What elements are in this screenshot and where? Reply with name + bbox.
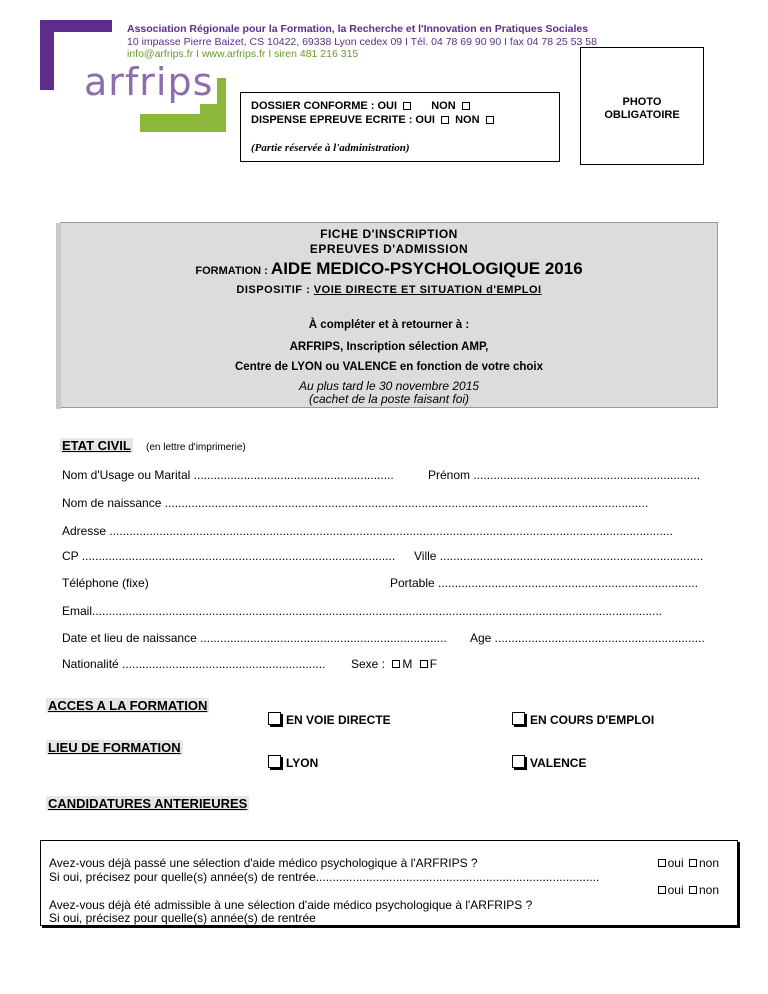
assoc-name: Association Régionale pour la Formation, la Recherche et l'Innovation en Pratiques Sociales: [127, 23, 589, 35]
dossier-non-checkbox[interactable]: [462, 102, 470, 110]
question-2: Avez-vous déjà été admissible à une sélection d'aide médico psychologique à l'ARFRIPS ?: [49, 898, 533, 912]
lyon-label: LYON: [286, 756, 319, 770]
registration-banner: [60, 222, 718, 408]
instruction-3: Centre de LYON ou VALENCE en fonction de votre choix: [235, 361, 543, 373]
dispense-non-checkbox[interactable]: [486, 116, 494, 124]
date-lieu-naissance-field[interactable]: Date et lieu de naissance ..........................................................................: [62, 631, 447, 645]
photo-obligatoire-label: OBLIGATOIRE: [604, 109, 680, 121]
epreuves-title: EPREUVES D'ADMISSION: [309, 242, 469, 256]
photo-label: PHOTO: [622, 96, 662, 108]
deadline: Au plus tard le 30 novembre 2015: [298, 379, 480, 393]
sexe-label: Sexe :: [351, 657, 386, 671]
voie-directe-checkbox[interactable]: [268, 712, 281, 725]
admin-note: (Partie réservée à l'administration): [251, 142, 410, 154]
nom-usage-field[interactable]: Nom d'Usage ou Marital ............................................................: [62, 468, 394, 482]
logo-text: arfrips: [80, 60, 217, 104]
voie-directe-label: EN VOIE DIRECTE: [286, 713, 391, 727]
instruction-1: À compléter et à retourner à :: [308, 319, 470, 331]
acces-voie-directe-option[interactable]: [268, 712, 391, 727]
email-field[interactable]: Email...........................................................................................................................................................................: [62, 604, 663, 618]
dossier-non-label: NON: [431, 100, 456, 112]
lieu-valence-option[interactable]: [512, 755, 586, 770]
question-2-detail-field[interactable]: Si oui, précisez pour quelle(s) année(s) de rentrée: [49, 911, 316, 925]
dispositif-line: [61, 284, 717, 296]
telephone-label: Téléphone (fixe): [62, 576, 149, 590]
dispense-oui-checkbox[interactable]: [441, 116, 449, 124]
valence-label: VALENCE: [530, 756, 587, 770]
formation-name: AIDE MEDICO-PSYCHOLOGIQUE 2016: [270, 259, 583, 278]
dispense-label: DISPENSE EPREUVE ECRITE : OUI: [251, 114, 435, 126]
sexe-f-checkbox[interactable]: [420, 660, 428, 668]
q1-oui-label: oui: [667, 856, 684, 870]
q2-oui-label: oui: [667, 883, 684, 897]
age-field[interactable]: Age ...............................................................: [470, 631, 705, 645]
valence-checkbox[interactable]: [512, 755, 525, 768]
etat-civil-title: ETAT CIVIL: [62, 438, 131, 453]
prenom-field[interactable]: Prénom ....................................................................: [428, 468, 701, 482]
assoc-contact: info@arfrips.fr I www.arfrips.fr I siren 481 216 315: [127, 48, 359, 60]
cp-field[interactable]: CP ..............................................................................................: [62, 549, 396, 563]
q1-non-label: non: [698, 856, 719, 870]
sexe-options: [351, 657, 471, 671]
formation-label: FORMATION :: [195, 265, 268, 277]
admin-box: [240, 92, 560, 162]
lieu-lyon-option[interactable]: [268, 755, 318, 770]
assoc-address: 10 impasse Pierre Baizet, CS 10422, 69338 Lyon cedex 09 I Tél. 04 78 69 90 90 I fax 04 78 25 53 58: [127, 35, 597, 48]
lieu-title: LIEU DE FORMATION: [48, 740, 181, 755]
cours-emploi-label: EN COURS D'EMPLOI: [530, 713, 655, 727]
association-info: [127, 23, 597, 61]
ville-field[interactable]: Ville ...............................................................................: [414, 549, 704, 563]
nom-naissance-field[interactable]: Nom de naissance .................................................................................................................................................: [62, 496, 649, 510]
q1-non-checkbox[interactable]: [689, 859, 697, 867]
acces-cours-emploi-option[interactable]: [512, 712, 654, 727]
photo-box: [580, 47, 704, 165]
question-1-detail-field[interactable]: Si oui, précisez pour quelle(s) année(s) de rentrée.....................................................................................: [49, 870, 600, 884]
dispositif-value: VOIE DIRECTE ET SITUATION d'EMPLOI: [313, 284, 542, 296]
lyon-checkbox[interactable]: [268, 755, 281, 768]
fiche-title: FICHE D'INSCRIPTION: [320, 227, 458, 241]
sexe-m-label: M: [402, 657, 413, 671]
q2-non-checkbox[interactable]: [689, 886, 697, 894]
question-1: Avez-vous déjà passé une sélection d'aide médico psychologique à l'ARFRIPS ?: [49, 856, 478, 870]
etat-civil-subtitle: (en lettre d'imprimerie): [146, 442, 246, 453]
sexe-m-checkbox[interactable]: [392, 660, 400, 668]
acces-title: ACCES A LA FORMATION: [48, 698, 208, 713]
dispense-non-label: NON: [455, 114, 480, 126]
dossier-conforme-label: DOSSIER CONFORME : OUI: [251, 100, 398, 112]
adresse-field[interactable]: Adresse .........................................................................................................................................................................: [62, 524, 673, 538]
q2-non-label: non: [698, 883, 719, 897]
instruction-2: ARFRIPS, Inscription sélection AMP,: [289, 341, 489, 353]
dossier-oui-checkbox[interactable]: [403, 102, 411, 110]
q2-oui-checkbox[interactable]: [658, 886, 666, 894]
cours-emploi-checkbox[interactable]: [512, 712, 525, 725]
formation-line: [61, 259, 717, 279]
dispositif-label: DISPOSITIF :: [236, 284, 311, 296]
portable-field[interactable]: Portable ..............................................................................: [390, 576, 699, 590]
sexe-f-label: F: [429, 657, 438, 671]
nationalite-field[interactable]: Nationalité .............................................................: [62, 657, 326, 671]
q1-oui-checkbox[interactable]: [658, 859, 666, 867]
deadline-note: (cachet de la poste faisant foi): [308, 392, 470, 406]
candidatures-title: CANDIDATURES ANTERIEURES: [48, 796, 248, 811]
question-2-answer: [658, 883, 719, 897]
candidatures-box: [40, 840, 738, 926]
question-1-answer: [658, 856, 719, 870]
